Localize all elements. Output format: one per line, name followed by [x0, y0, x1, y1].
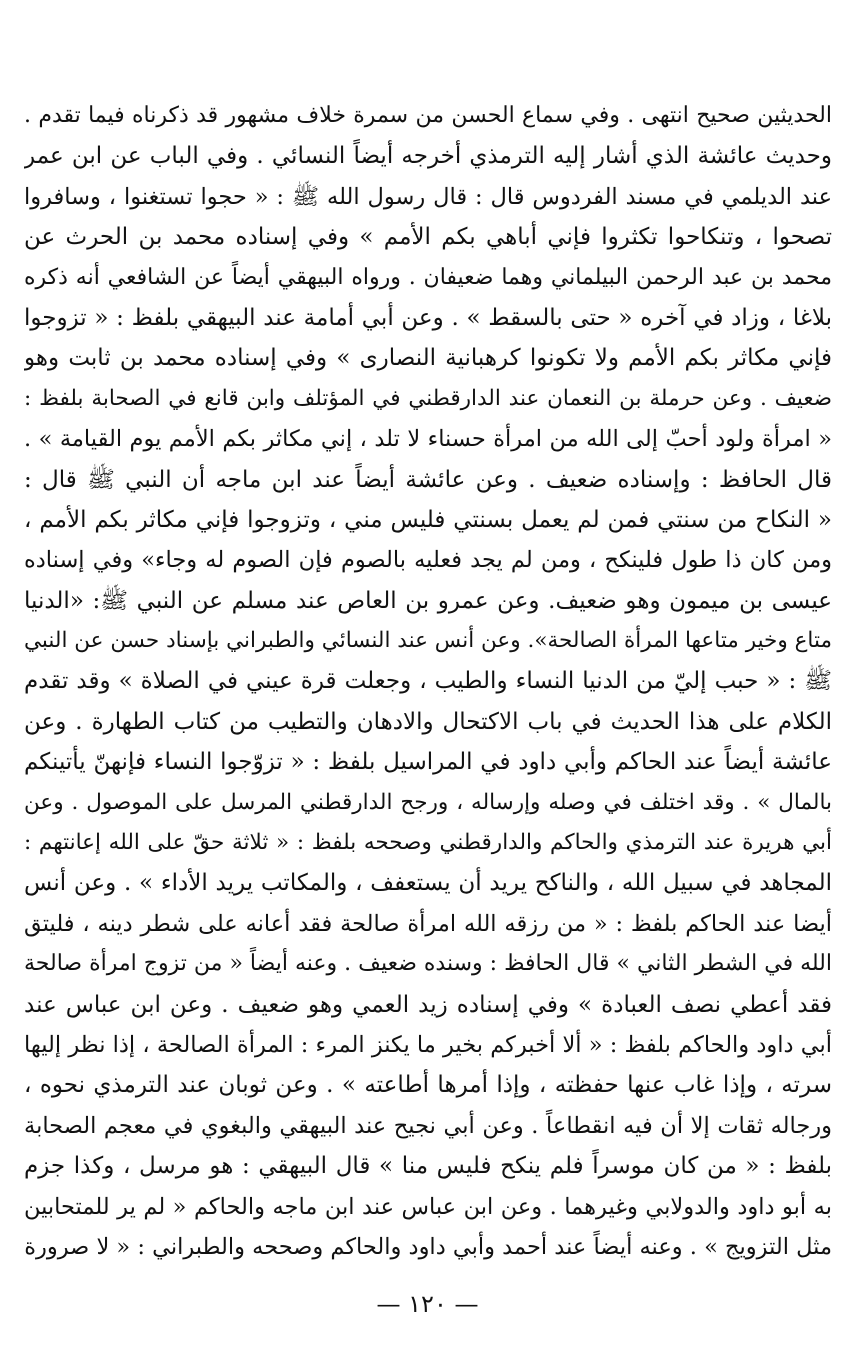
text-line: عائشة أيضاً عند الحاكم وأبي داود في المراسيل بلفظ : « تزوّجوا النساء فإنهنّ يأتينكم	[24, 749, 832, 776]
text-line: بلاغا ، وزاد في آخره « حتى بالسقط » . وعن أبي أمامة عند البيهقي بلفظ : « تزوجوا	[24, 304, 832, 331]
text-line: ومن كان ذا طول فلينكح ، ومن لم يجد فعليه بالصوم فإن الصوم له وجاء» وفي إسناده	[24, 547, 832, 574]
text-line: محمد بن عبد الرحمن البيلماني وهما ضعيفان . ورواه البيهقي أيضاً عن الشافعي أنه ذكره	[24, 264, 832, 290]
text-line: عند الديلمي في مسند الفردوس قال : قال رسول الله ﷺ : « حجوا تستغنوا ، وسافروا	[24, 183, 832, 210]
text-line: بالمال » . وقد اختلف في وصله وإرساله ، ورجح الدارقطني المرسل على الموصول . وعن	[24, 789, 832, 815]
text-line: الحديثين صحيح انتهى . وفي سماع الحسن من سمرة خلاف مشهور قد ذكرناه فيما تقدم .	[24, 103, 832, 128]
text-line: سرته ، وإذا غاب عنها حفظته ، وإذا أمرها أطاعته » . وعن ثوبان عند الترمذي نحوه ،	[24, 1072, 832, 1099]
text-line: فقد أعطي نصف العبادة » وفي إسناده زيد العمي وهو ضعيف . وعن ابن عباس عند	[24, 991, 832, 1018]
text-line: تصحوا ، وتنكاحوا تكثروا فإني أباهي بكم الأمم » وفي إسناده محمد بن الحرث عن	[24, 224, 832, 251]
text-line: فإني مكاثر بكم الأمم ولا تكونوا كرهبانية النصارى » وفي إسناده محمد بن ثابت وهو	[24, 345, 832, 372]
page-number: — ١٢٠ —	[376, 1290, 479, 1318]
text-line: ﷺ : « حبب إليّ من الدنيا النساء والطيب ، وجعلت قرة عيني في الصلاة » وقد تقدم	[24, 668, 832, 695]
text-line: أبي داود والحاكم بلفظ : « ألا أخبركم بخير ما يكنز المرء : المرأة الصالحة ، إذا نظر إليها	[24, 1031, 832, 1058]
text-line: مثل التزويج » . وعنه أيضاً عند أحمد وأبي داود والحاكم وصححه والطبراني : « لا صرورة	[24, 1233, 832, 1260]
text-line: وحديث عائشة الذي أشار إليه الترمذي أخرجه أيضاً النسائي . وفي الباب عن ابن عمر	[24, 143, 832, 170]
text-line: بلفظ : « من كان موسراً فلم ينكح فليس منا » قال البيهقي : هو مرسل ، وكذا جزم	[24, 1153, 832, 1180]
text-line: الله في الشطر الثاني » قال الحافظ : وسنده ضعيف . وعنه أيضاً « من تزوج امرأة صالحة	[24, 951, 832, 977]
text-line: به أبو داود والدولابي وغيرهما . وعن ابن عباس عند ابن ماجه والحاكم « لم ير للمتحابين	[24, 1193, 832, 1220]
text-line: أيضا عند الحاكم بلفظ : « من رزقه الله امرأة صالحة فقد أعانه على شطر دينه ، فليتق	[24, 910, 832, 937]
text-line: الكلام على هذا الحديث في باب الاكتحال والادهان والتطيب من كتاب الطهارة . وعن	[24, 708, 832, 735]
text-line: متاع وخير متاعها المرأة الصالحة». وعن أنس عند النسائي والطبراني بإسناد حسن عن النبي	[24, 628, 832, 654]
page-body-text	[24, 96, 832, 1267]
text-line: المجاهد في سبيل الله ، والناكح يريد أن يستعفف ، والمكاتب يريد الأداء » . وعن أنس	[24, 870, 832, 897]
text-line: « النكاح من سنتي فمن لم يعمل بسنتي فليس مني ، وتزوجوا فإني مكاثر بكم الأمم ،	[24, 506, 832, 533]
text-line: أبي هريرة عند الترمذي والحاكم والدارقطني وصححه بلفظ : « ثلاثة حقّ على الله إعانتهم :	[24, 830, 832, 856]
text-line: ضعيف . وعن حرملة بن النعمان عند الدارقطني في المؤتلف وابن قانع في الصحابة بلفظ :	[24, 385, 832, 411]
text-line: ورجاله ثقات إلا أن فيه انقطاعاً . وعن أبي نجيح عند البيهقي والبغوي في معجم الصحابة	[24, 1112, 832, 1139]
text-line: « امرأة ولود أحبّ إلى الله من امرأة حسناء لا تلد ، إني مكاثر بكم الأمم يوم القيامة » .	[24, 426, 832, 453]
text-line: قال الحافظ : وإسناده ضعيف . وعن عائشة أيضاً عند ابن ماجه أن النبي ﷺ قال :	[24, 466, 832, 493]
text-line: عيسى بن ميمون وهو ضعيف. وعن عمرو بن العاص عند مسلم عن النبي ﷺ: «الدنيا	[24, 587, 832, 614]
